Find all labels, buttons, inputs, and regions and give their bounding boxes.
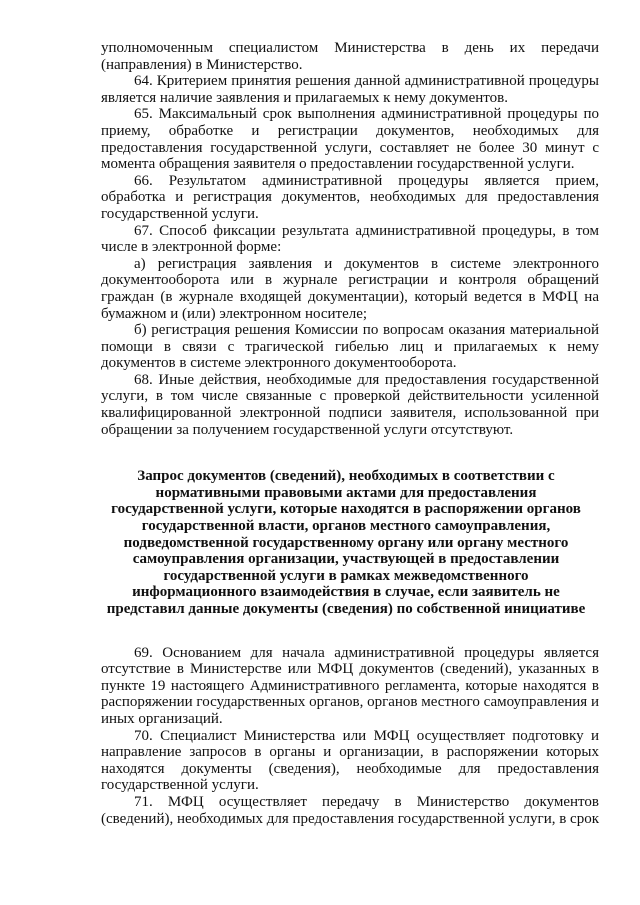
paragraph-69: 69. Основанием для начала административной процедуры является отсутствие в Министерстве или МФЦ документов (сведений), указанных в пункте 19 настоящего Административного регламента, которые находятся в распоряжении государственных органов, органов местного самоуправления и иных организаций. <box>101 644 599 727</box>
paragraph-group-bottom <box>101 645 599 828</box>
paragraph-66: 66. Результатом административной процедуры является прием, обработка и регистрация документов, необходимых для предоставления государственной услуги. <box>101 172 599 222</box>
paragraph-continuation: уполномоченным специалистом Министерства в день их передачи (направления) в Министерство. <box>101 40 599 73</box>
paragraph-70: 70. Специалист Министерства или МФЦ осуществляет подготовку и направление запросов в органы и организации, в распоряжении которых находятся документы (сведения), необходимые для предоставления государственной услуги. <box>101 727 599 794</box>
paragraph-group-top <box>101 40 599 438</box>
paragraph-64: 64. Критерием принятия решения данной административной процедуры является наличие заявления и прилагаемых к нему документов. <box>101 73 599 106</box>
section-heading: Запрос документов (сведений), необходимых в соответствии с нормативными правовыми актами для предоставления государственной услуги, которые находятся в распоряжении органов государственной власти, органов местного самоуправления, подведомственной государственному органу или органу местного самоуправления организации, участвующей в предоставлении государственной услуги в рамках межведомственного информационного взаимодействия в случае, если заявитель не представил данные документы (сведения) по собственной инициативе <box>106 468 586 617</box>
paragraph-67-b: б) регистрация решения Комиссии по вопросам оказания материальной помощи в связи с трагической гибелью лиц и прилагаемых к нему документов в системе электронного документооборота. <box>101 322 599 372</box>
paragraph-65: 65. Максимальный срок выполнения административной процедуры по приему, обработке и регистрации документов, необходимых для предоставления государственной услуги, составляет не более 30 минут с момента обращения заявителя о предоставлении государственной услуги. <box>101 106 599 173</box>
paragraph-67: 67. Способ фиксации результата административной процедуры, в том числе в электронной форме: <box>101 222 599 256</box>
paragraph-67-a: а) регистрация заявления и документов в системе электронного документооборота или в журнале регистрации и контроля обращений граждан (в журнале входящей документации), который ведется в МФЦ на бумажном и (или) электронном носителе; <box>101 255 599 322</box>
paragraph-68: 68. Иные действия, необходимые для предоставления государственной услуги, в том числе связанные с проверкой действительности усиленной квалифицированной электронной подписи заявителя, использованной при обращении за получением государственной услуги отсутствуют. <box>101 371 599 438</box>
paragraph-71: 71. МФЦ осуществляет передачу в Министерство документов (сведений), необходимых для предоставления государственной услуги, в срок <box>101 793 599 827</box>
